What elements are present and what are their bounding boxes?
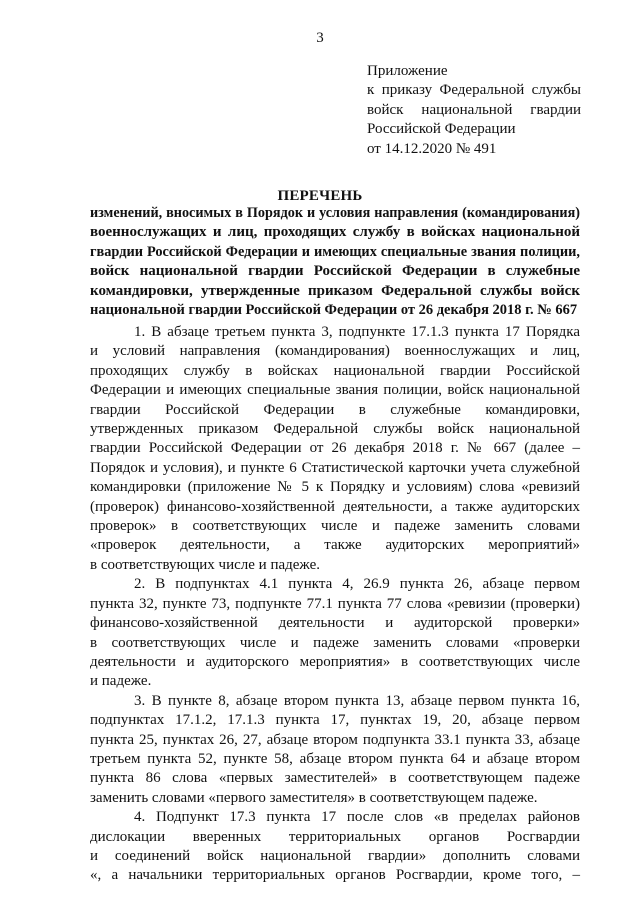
subtitle-line: изменений, вносимых в Порядок и условия направления (командирования) bbox=[90, 205, 580, 221]
paragraph-4 bbox=[90, 808, 580, 886]
subtitle-line: войск национальной гвардии Российской Федерации в служебные bbox=[90, 263, 580, 280]
body-line: заменить словами «первого заместителя» в соответствующем падеже. bbox=[90, 789, 538, 806]
document-title: ПЕРЕЧЕНЬ bbox=[277, 188, 363, 204]
body-line: проходящих службу в войсках национальной гвардии Российской bbox=[90, 362, 580, 379]
paragraph-2 bbox=[90, 575, 580, 691]
body-line: и падеже. bbox=[90, 673, 152, 690]
body-line: Федерации и имеющих специальные звания полиции, войск национальной bbox=[90, 382, 580, 399]
body-line: 4. Подпункт 17.3 пункта 17 после слов «в пределах районов bbox=[134, 809, 580, 826]
body-line: (проверок) финансово-хозяйственной деятельности, а также аудиторских bbox=[90, 498, 580, 515]
body-line: и условий направления (командирования) военнослужащих и лиц, bbox=[90, 343, 580, 360]
document-body bbox=[90, 323, 580, 886]
subtitle-line: гвардии Российской Федерации и имеющих специальные звания полиции, bbox=[90, 243, 580, 260]
appendix-line: войск национальной гвардии bbox=[367, 101, 581, 118]
body-line: командировки (приложение № 5 к Порядку и условиям) слова «ревизий bbox=[90, 479, 580, 496]
appendix-line: к приказу Федеральной службы bbox=[367, 82, 581, 99]
body-line: пункта 86 слова «первых заместителей» в соответствующем падеже bbox=[90, 770, 580, 787]
paragraph-3 bbox=[90, 692, 580, 808]
appendix-block bbox=[367, 62, 581, 159]
subtitle-line: командировки, утвержденные приказом Федеральной службы войск bbox=[90, 282, 580, 299]
body-line: в соответствующих числе и падеже. bbox=[90, 556, 321, 573]
paragraph-1 bbox=[90, 323, 580, 575]
body-line: «проверок деятельности, а также аудиторских мероприятий» bbox=[90, 537, 580, 554]
body-line: утвержденных приказом Федеральной службы войск национальной bbox=[90, 421, 580, 438]
body-line: дислокации вверенных территориальных органов Росгвардии bbox=[90, 828, 580, 845]
appendix-line: от 14.12.2020 № 491 bbox=[367, 140, 497, 157]
body-line: в соответствующих числе и падеже заменить словами «проверки bbox=[90, 634, 580, 651]
page-number: 3 bbox=[316, 30, 324, 46]
body-line: проверок» в соответствующих числе и падеже заменить словами bbox=[90, 518, 580, 535]
body-line: гвардии Российской Федерации в служебные командировки, bbox=[90, 401, 580, 418]
body-line: 2. В подпунктах 4.1 пункта 4, 26.9 пункта 26, абзаце первом bbox=[134, 576, 580, 593]
body-line: 1. В абзаце третьем пункта 3, подпункте 17.1.3 пункта 17 Порядка bbox=[134, 324, 580, 340]
body-line: «, а начальники территориальных органов Росгвардии, кроме того, – bbox=[90, 867, 580, 884]
subtitle-line: военнослужащих и лиц, проходящих службу в войсках национальной bbox=[90, 224, 580, 241]
body-line: Порядок и условия), и пункте 6 Статистической карточки учета служебной bbox=[90, 459, 580, 476]
body-line: 3. В пункте 8, абзаце втором пункта 13, абзаце первом пункта 16, bbox=[134, 692, 580, 709]
subtitle-line: национальной гвардии Российской Федерации от 26 декабря 2018 г. № 667 bbox=[90, 302, 578, 319]
body-line: подпунктах 17.1.2, 17.1.3 пункта 17, пунктах 19, 20, абзаце первом bbox=[90, 712, 580, 729]
appendix-line: Приложение bbox=[367, 63, 448, 79]
body-line: финансово-хозяйственной деятельности и аудиторской проверки» bbox=[90, 615, 580, 632]
body-line: пункта 32, пункте 73, подпункте 77.1 пункта 77 слова «ревизии (проверки) bbox=[90, 595, 580, 612]
body-line: и соединений войск национальной гвардии» дополнить словами bbox=[90, 847, 580, 864]
body-line: пункта 25, пунктах 26, 27, абзаце втором подпункта 33.1 пункта 33, абзаце bbox=[90, 731, 580, 748]
document-subtitle bbox=[90, 204, 580, 320]
body-line: деятельности и аудиторского мероприятия» в соответствующих числе bbox=[90, 653, 580, 670]
appendix-line: Российской Федерации bbox=[367, 121, 516, 138]
body-line: гвардии Российской Федерации от 26 декабря 2018 г. № 667 (далее – bbox=[90, 440, 580, 457]
body-line: третьем пункта 52, пункте 58, абзаце втором пункта 64 и абзаце втором bbox=[90, 750, 580, 767]
